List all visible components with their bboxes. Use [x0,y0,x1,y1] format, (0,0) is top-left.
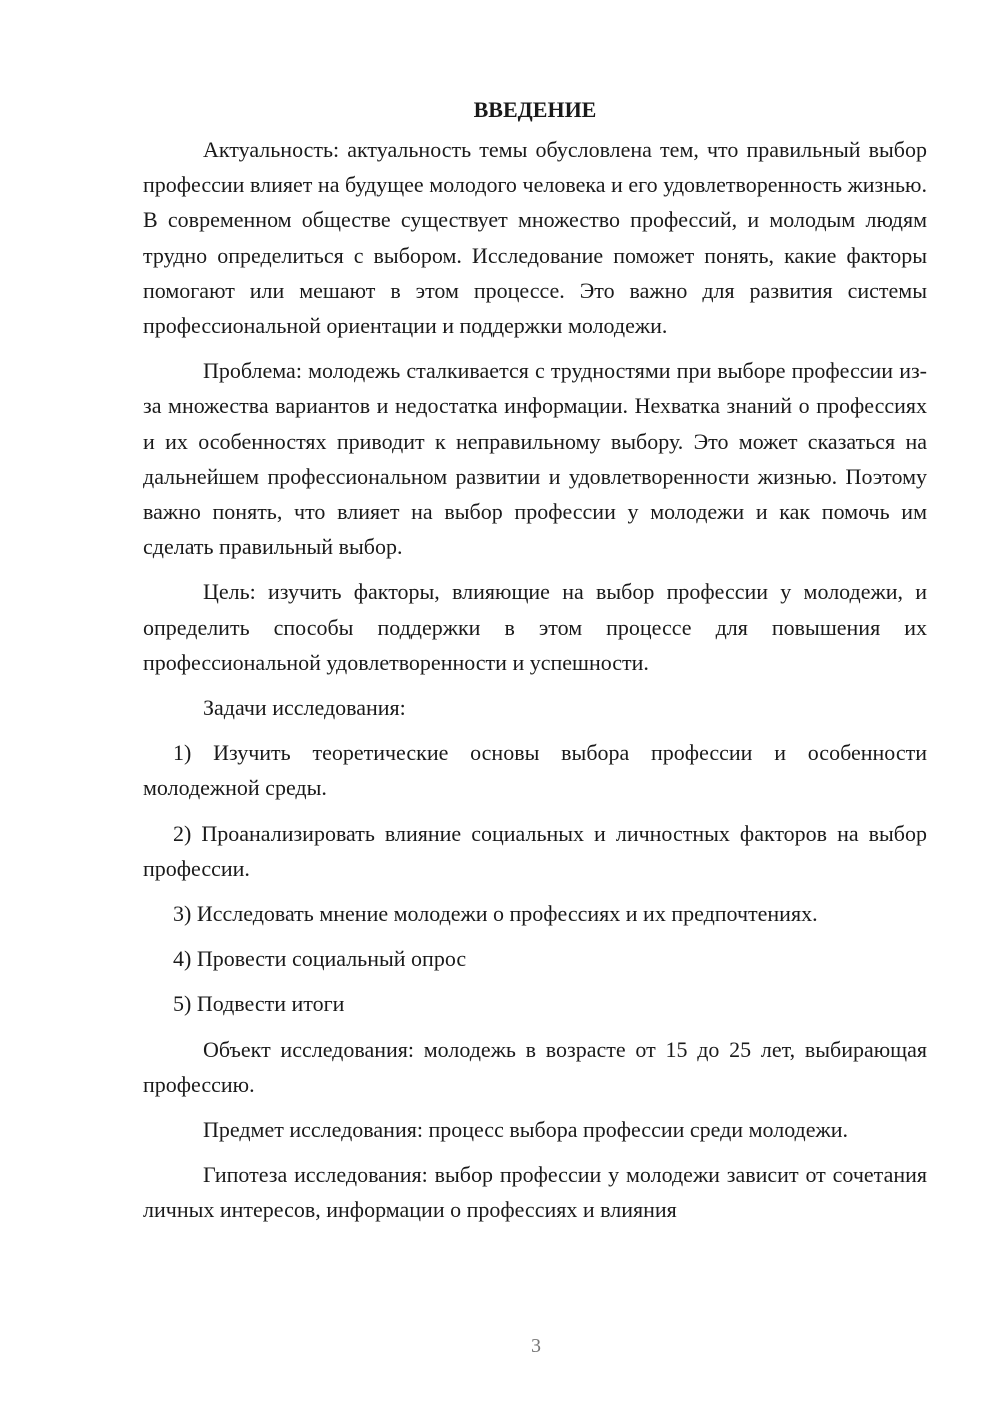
paragraph-tasks-heading: Задачи исследования: [203,695,406,721]
paragraph-subject: Предмет исследования: процесс выбора профессии среди молодежи. [203,1117,848,1143]
paragraph-goal: Цель: изучить факторы, влияющие на выбор профессии у молодежи, и определить способы поддержки в этом процессе для повышения их профессиональной удовлетворенности и успешности. [143,579,927,675]
page-number: 3 [531,1335,541,1357]
paragraph-problem: Проблема: молодежь сталкивается с трудностями при выборе профессии из-за множества вариантов и недостатка информации. Нехватка знаний о профессиях и их особенностях приводит к неправильному выбору. Это может сказаться на дальнейшем профессиональном развитии и удовлетворенности жизнью. Поэтому важно понять, что влияет на выбор профессии у молодежи и как помочь им сделать правильный выбор. [143,358,927,560]
task-item: 2) Проанализировать влияние социальных и личностных факторов на выбор профессии. [143,820,927,881]
paragraph-relevance: Актуальность: актуальность темы обусловлена тем, что правильный выбор профессии влияет на будущее молодого человека и его удовлетворенность жизнью. В современном обществе существует множество профессий, и молодым людям трудно определиться с выбором. Исследование поможет понять, какие факторы помогают или мешают в этом процессе. Это важно для развития системы профессиональной ориентации и поддержки молодежи. [143,137,927,339]
task-item: 4) Провести социальный опрос [173,946,467,972]
page-title: ВВЕДЕНИЕ [473,97,597,122]
task-item: 1) Изучить теоретические основы выбора профессии и особенности молодежной среды. [143,740,927,801]
paragraph-object: Объект исследования: молодежь в возрасте от 15 до 25 лет, выбирающая профессию. [143,1036,927,1097]
document-body [143,92,927,1228]
paragraph-hypothesis: Гипотеза исследования: выбор профессии у молодежи зависит от сочетания личных интересов, информации о профессиях и влияния [143,1162,927,1223]
task-item: 3) Исследовать мнение молодежи о профессиях и их предпочтениях. [173,901,818,927]
task-item: 5) Подвести итоги [173,991,345,1017]
